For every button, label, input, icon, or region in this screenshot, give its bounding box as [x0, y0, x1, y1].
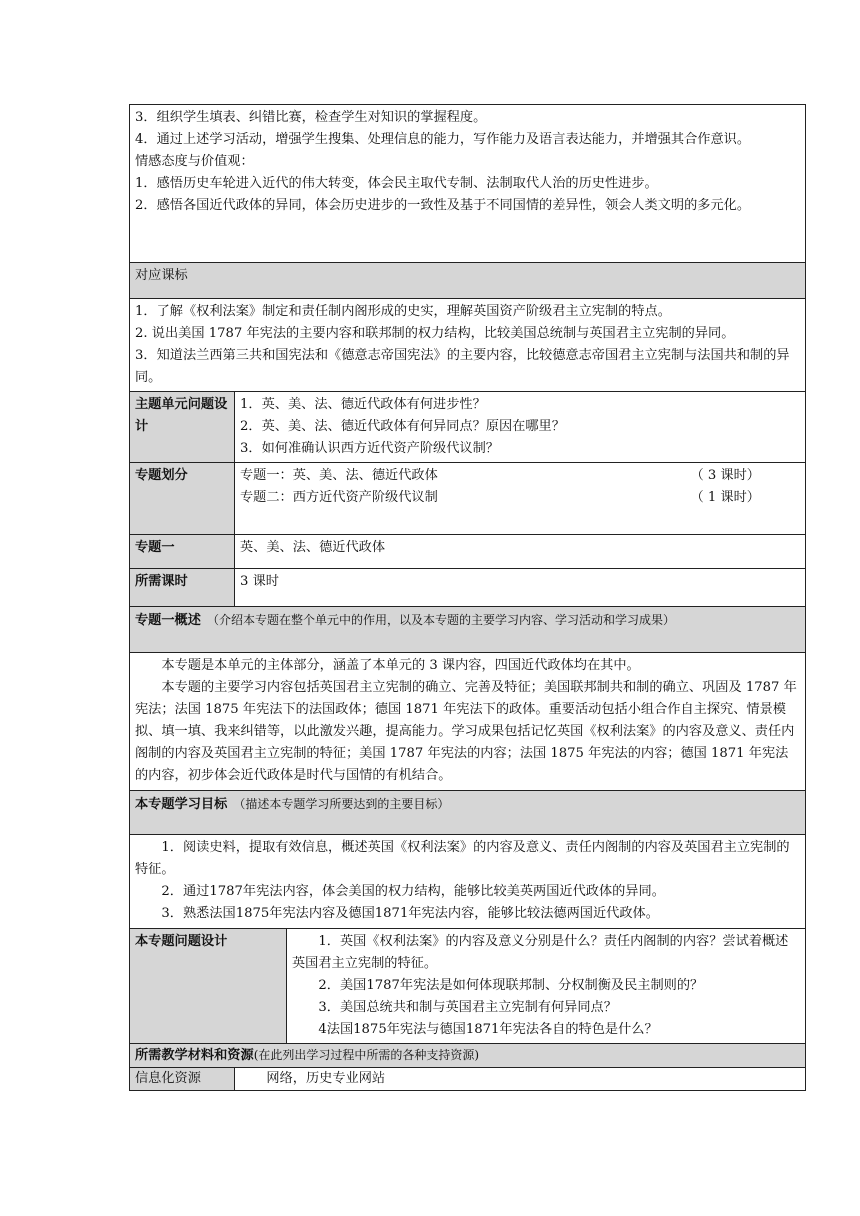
text-line: 4．通过上述学习活动，增强学生搜集、处理信息的能力，写作能力及语言表达能力，并增强其合作意识。 [135, 132, 751, 147]
schedule-row: 专题一：英、美、法、德近代政体 （ 3 课时） [240, 468, 760, 483]
overview-paragraph: 本专题的主要学习内容包括英国君主立宪制的确立、完善及特征；美国联邦制共和制的确立、巩固及 1787 年宪法；法国 1875 年宪法下的法国政体；德国 1871 年宪法下的政体。重要活动包括小组合作自主探究、情景模拟、填一填、我来纠错等，以此激发兴趣，提高能力。学习成果包括记忆英国《权利法案》的内容及意义、责任内阁制的内容及英国君主立宪制的特征；美国 1787 年宪法的内容；法国 1875 年宪法的内容；德国 1871 年宪法的内容，初步体会近代政体是时代与国情的有机结合。 [135, 680, 797, 783]
hours-label: 所需课时 [130, 569, 235, 607]
overview-heading: 专题一概述 （介绍本专题在整个单元中的作用，以及本专题的主要学习内容、学习活动和学习成果） [130, 607, 806, 653]
topic-questions-cell [287, 929, 806, 1044]
objectives-cell [130, 835, 806, 929]
objective-item: 2．通过1787年宪法内容，体会美国的权力结构，能够比较美英两国近代政体的异同。 [161, 884, 665, 899]
standard-item: 2. 说出美国 1787 年宪法的主要内容和联邦制的权力结构，比较美国总统制与英国君主立宪制的异同。 [135, 326, 735, 341]
objective-item: 3．熟悉法国1875年宪法内容及德国1871年宪法内容，能够比较法德两国近代政体。 [161, 906, 659, 921]
topic-division-cell [235, 463, 806, 535]
text-line: 1．感悟历史车轮进入近代的伟大转变，体会民主取代专制、法制取代人治的历史性进步。 [135, 176, 658, 191]
topic-one-value: 英、美、法、德近代政体 [235, 535, 806, 569]
topic-question-item: 1．英国《权利法案》的内容及意义分别是什么？责任内阁制的内容？尝试着概述英国君主立宪制的特征。 [292, 934, 789, 971]
objective-item: 1．阅读史料，提取有效信息，概述英国《权利法案》的内容及意义、责任内阁制的内容及英国君主立宪制的特征。 [135, 840, 790, 877]
hours-value: 3 课时 [235, 569, 806, 607]
text-line: 情感态度与价值观： [135, 154, 254, 169]
text-line: 3．组织学生填表、纠错比赛，检查学生对知识的掌握程度。 [135, 110, 487, 125]
topic-question-item: 2．美国1787年宪法是如何体现联邦制、分权制衡及民主制则的？ [318, 978, 704, 993]
materials-heading: 所需教学材料和资源(在此列出学习过程中所需的各种支持资源) [130, 1044, 806, 1068]
it-resources-label: 信息化资源 [130, 1068, 235, 1091]
standard-item: 1．了解《权利法案》制定和责任制内阁形成的史实，理解英国资产阶级君主立宪制的特点。 [135, 304, 671, 319]
topic-questions-label: 本专题问题设计 [130, 929, 287, 1044]
question-item: 3．如何准确认识西方近代资产阶级代议制？ [240, 441, 499, 456]
objectives-heading: 本专题学习目标 （描述本专题学习所要达到的主要目标） [130, 791, 806, 835]
text-line: 2．感悟各国近代政体的异同，体会历史进步的一致性及基于不同国情的差异性，领会人类文明的多元化。 [135, 198, 751, 213]
question-item: 1．英、美、法、德近代政体有何进步性？ [240, 397, 486, 412]
unit-questions-label: 主题单元问题设计 [130, 392, 235, 463]
objectives-continued-cell [130, 105, 806, 263]
topic-question-item: 4法国1875年宪法与德国1871年宪法各自的特色是什么？ [318, 1022, 658, 1037]
standards-cell [130, 299, 806, 392]
topic-division-label: 专题划分 [130, 463, 235, 535]
overview-paragraph: 本专题是本单元的主体部分，涵盖了本单元的 3 课内容，四国近代政体均在其中。 [161, 658, 640, 673]
unit-questions-cell [235, 392, 806, 463]
overview-cell [130, 653, 806, 791]
it-resources-value: 网络，历史专业网站 [235, 1068, 806, 1091]
question-item: 2．英、美、法、德近代政体有何异同点？原因在哪里？ [240, 419, 565, 434]
standard-item: 3．知道法兰西第三共和国宪法和《德意志帝国宪法》的主要内容，比较德意志帝国君主立宪制与法国共和制的异同。 [135, 348, 790, 385]
schedule-row: 专题二：西方近代资产阶级代议制 （ 1 课时） [240, 490, 760, 505]
topic-one-label: 专题一 [130, 535, 235, 569]
topic-question-item: 3．美国总统共和制与英国君主立宪制有何异同点？ [318, 1000, 617, 1015]
standards-heading: 对应课标 [130, 263, 806, 299]
lesson-plan-table [129, 104, 806, 1091]
